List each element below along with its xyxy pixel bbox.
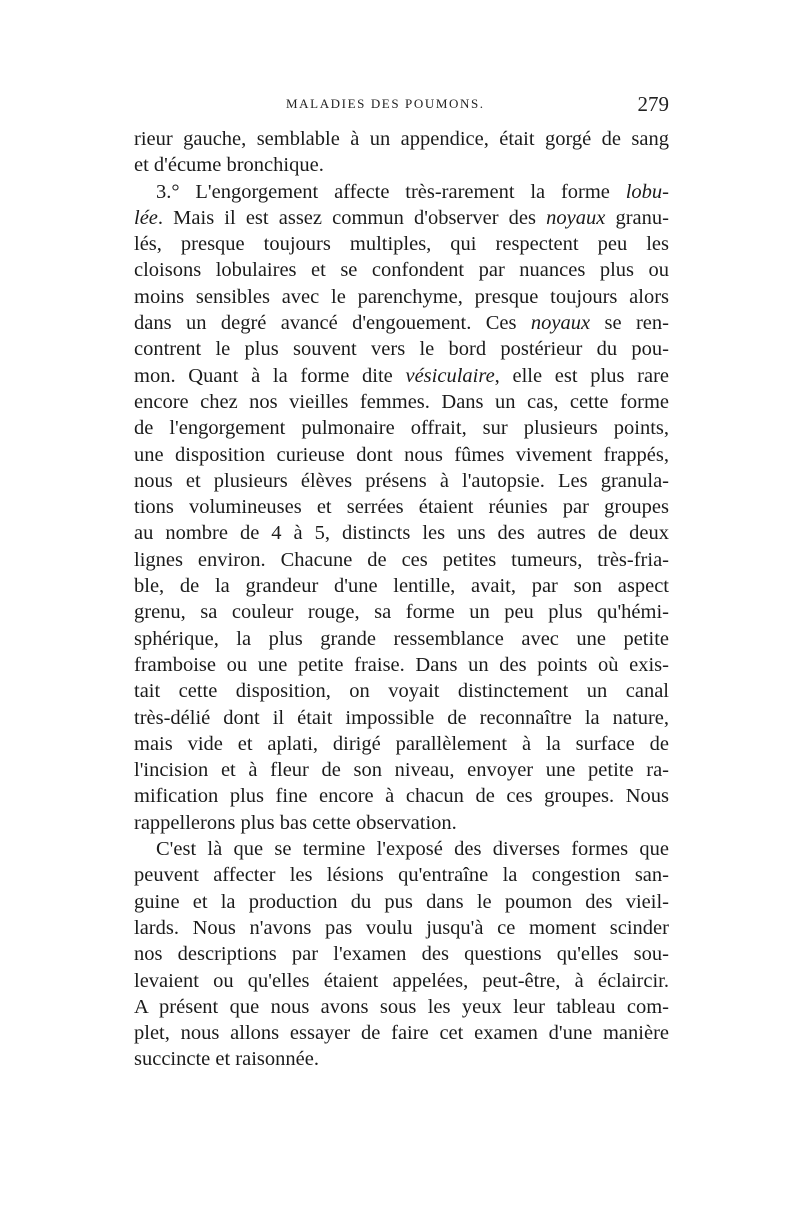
text-fragment: granu-	[605, 206, 669, 229]
page-header	[134, 92, 669, 122]
body-text	[134, 126, 669, 1073]
text-line: et d'écume bronchique.	[134, 154, 324, 177]
text-fragment: . Mais il est assez commun d'observer des	[157, 206, 547, 229]
italic-term: lobu-	[625, 180, 669, 203]
text-line: rappellerons plus bas cette observation.	[134, 811, 457, 834]
text-line: sphérique, la plus grande ressemblance avec une petite	[134, 627, 669, 650]
text-line: grenu, sa couleur rouge, sa forme un peu plus qu'hémi-	[134, 601, 669, 624]
text-line: de l'engorgement pulmonaire offrait, sur plusieurs points,	[134, 417, 669, 440]
italic-term: noyaux	[546, 206, 606, 229]
text-line: lés, presque toujours multiples, qui respectent peu les	[134, 233, 669, 256]
text-line: peuvent affecter les lésions qu'entraîne la congestion san-	[134, 864, 669, 887]
text-line: levaient ou qu'elles étaient appelées, peut-être, à éclaircir.	[134, 969, 669, 992]
text-line: rieur gauche, semblable à un appendice, était gorgé de sang	[134, 128, 669, 150]
text-fragment: dans un degré avancé d'engouement. Ces	[134, 312, 531, 335]
text-line: contrent le plus souvent vers le bord postérieur du pou-	[134, 338, 669, 361]
text-line	[134, 363, 669, 389]
text-line: nous et plusieurs élèves présens à l'autopsie. Les granula-	[134, 469, 669, 492]
italic-term: noyaux	[530, 312, 591, 335]
text-line: très-délié dont il était impossible de reconnaître la nature,	[134, 706, 669, 729]
running-head: MALADIES DES POUMONS.	[286, 96, 485, 111]
text-line: mification plus fine encore à chacun de ces groupes. Nous	[134, 785, 669, 808]
text-line: lards. Nous n'avons pas voulu jusqu'à ce moment scinder	[134, 916, 669, 939]
italic-term: vésiculaire	[405, 364, 495, 387]
text-line	[134, 205, 669, 231]
text-line: cloisons lobulaires et se confondent par nuances plus ou	[134, 259, 669, 282]
text-line: mais vide et aplati, dirigé parallèlement à la surface de	[134, 732, 669, 755]
text-line	[134, 310, 669, 336]
text-line: framboise ou une petite fraise. Dans un des points où exis-	[134, 653, 669, 676]
text-line: encore chez nos vieilles femmes. Dans un cas, cette forme	[134, 390, 669, 413]
text-line: l'incision et à fleur de son niveau, envoyer une petite ra-	[134, 759, 669, 782]
text-line: moins sensibles avec le parenchyme, presque toujours alors	[134, 285, 669, 308]
text-line	[134, 179, 669, 205]
text-fragment: se ren-	[590, 312, 669, 335]
text-line: C'est là que se termine l'exposé des diverses formes que	[156, 838, 669, 861]
text-line: nos descriptions par l'examen des questions qu'elles sou-	[134, 943, 669, 966]
text-line: ble, de la grandeur d'une lentille, avait, par son aspect	[134, 575, 669, 598]
text-line: A présent que nous avons sous les yeux leur tableau com-	[134, 995, 669, 1018]
page-number: 279	[637, 92, 669, 116]
text-line: au nombre de 4 à 5, distincts les uns des autres de deux	[134, 522, 669, 545]
text-line: succincte et raisonnée.	[134, 1048, 319, 1071]
text-line: tait cette disposition, on voyait distinctement un canal	[134, 680, 669, 703]
text-fragment: 3.° L'engorgement affecte très-rarement la forme	[156, 180, 626, 203]
text-line: lignes environ. Chacune de ces petites tumeurs, très-fria-	[134, 548, 669, 571]
italic-term: lée	[134, 206, 158, 229]
text-line: guine et la production du pus dans le poumon des vieil-	[134, 890, 669, 913]
text-line: une disposition curieuse dont nous fûmes vivement frappés,	[134, 443, 669, 466]
text-line: plet, nous allons essayer de faire cet examen d'une manière	[134, 1022, 669, 1045]
text-fragment: , elle est plus rare	[494, 364, 669, 387]
text-fragment: mon. Quant à la forme dite	[134, 364, 406, 387]
text-line: tions volumineuses et serrées étaient réunies par groupes	[134, 496, 669, 519]
